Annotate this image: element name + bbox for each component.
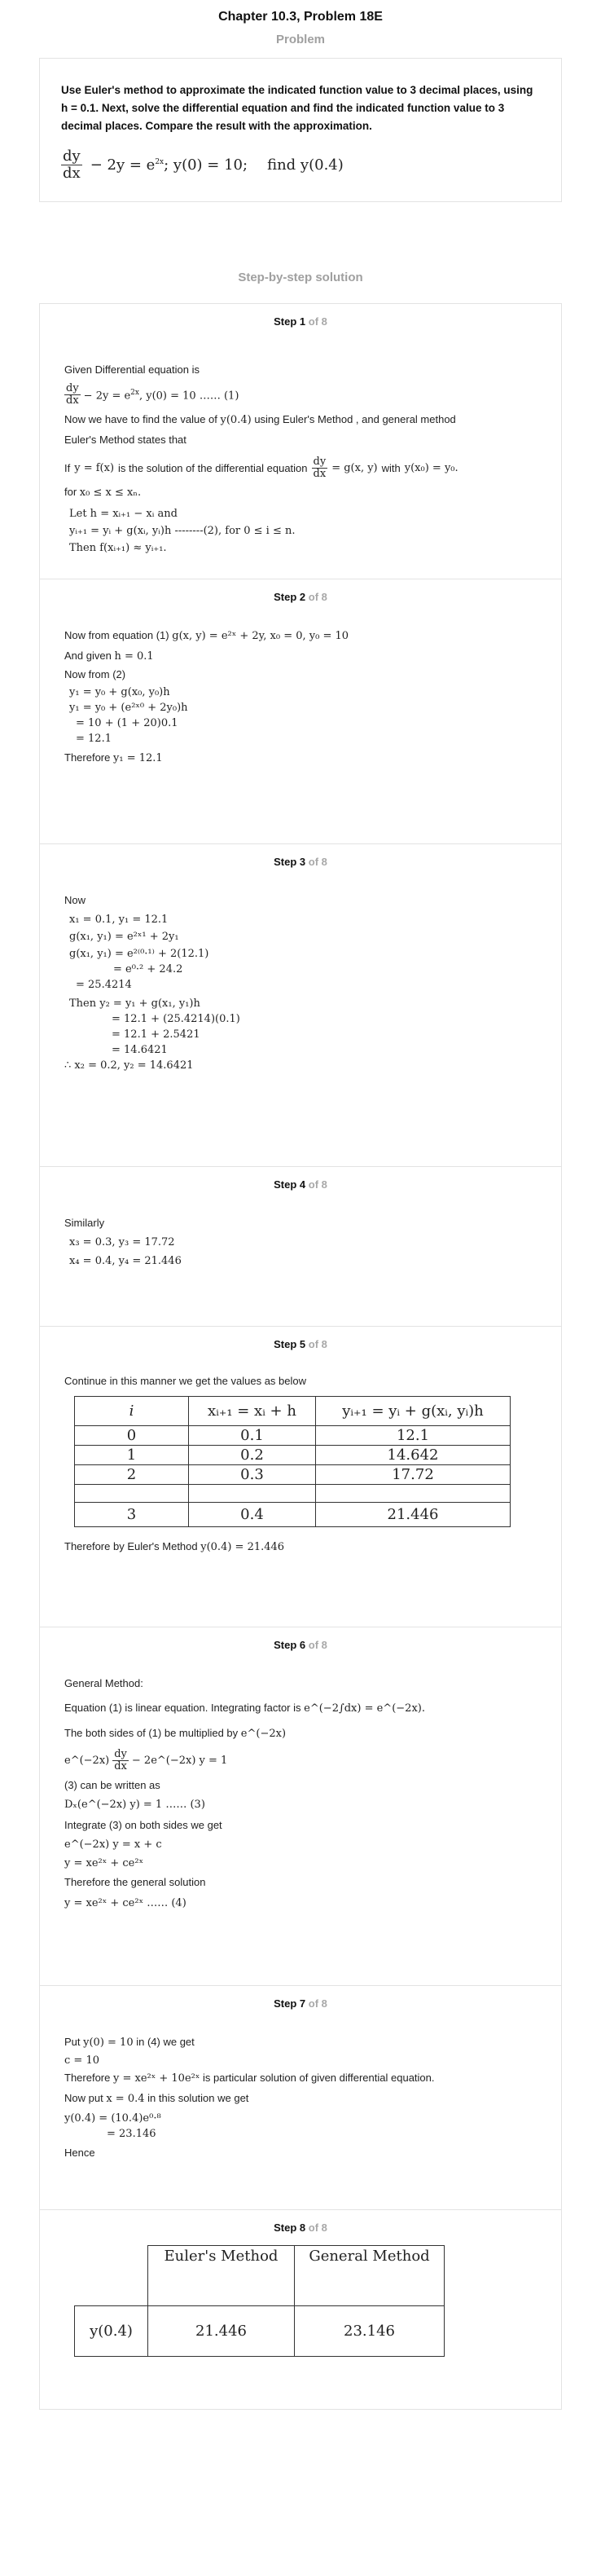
step-header: Step 4 of 8: [274, 1178, 327, 1191]
step-1-equation: $\frac{dy}{dx}$ − $2y = e^{2x}$, y(0) = 10 …… (1): [66, 381, 239, 407]
euler-table: [74, 1396, 511, 1527]
problem-label: Problem: [275, 33, 325, 46]
comparison-table: [74, 2245, 445, 2357]
problem-box: [39, 58, 562, 202]
step-header: Step 5 of 8: [274, 1337, 327, 1350]
table-row: 0 0.1 12.1: [75, 1425, 511, 1445]
step-header: Step 3 of 8: [274, 855, 327, 868]
step-header: Step 8 of 8: [274, 2221, 327, 2234]
step-header: Step 6 of 8: [274, 1638, 327, 1651]
step-7: Step 7 of 8 Put y(0) = 10 in (4) we get c = 10 Therefore y = xe²ˣ + 10e²ˣ is particular solution of given differential equation. Now put x = 0.4 in this solution we get y(0.4) = (10.4)e⁰·⁸ = 23.146 Hence: [40, 1985, 561, 2209]
table-row: [75, 1484, 511, 1502]
table-row: y(0.4) 21.446 23.146: [75, 2305, 445, 2356]
step-header: Step 7 of 8: [274, 1997, 327, 2010]
solution-container: [39, 303, 562, 2410]
solution-label: Step-by-step solution: [238, 270, 363, 284]
table-header: xᵢ₊₁ = xᵢ + h: [189, 1396, 316, 1425]
step-6: Step 6 of 8 General Method: Equation (1) is linear equation. Integrating factor is e^(−2∫dx) = e^(−2x). The both sides of (1) be multiplied by e^(−2x) e^(−2x) $\frac{dy}{dx}$ − 2e^(−2x) y = 1 (3) can be written as Dₓ(e^(−2x) y) = 1 …… (3) Integrate (3) on both sides we get e^(−2x) y = x + c y = xe²ˣ + ce²ˣ Therefore the general solution y = xe²ˣ + ce²ˣ …… (4): [40, 1627, 561, 1985]
table-header: yᵢ₊₁ = yᵢ + g(xᵢ, yᵢ)h: [316, 1396, 511, 1425]
table-header-row: [75, 1396, 511, 1425]
step-5: Step 5 of 8 Continue in this manner we get the values as below i xᵢ₊₁ = xᵢ + h yᵢ₊₁ = yᵢ + g(xᵢ, yᵢ)h 0 0.1 12.1 1 0.2 14.642 2 0.3 17.72 3 0.4 21.446 Therefore by Euler's Method y(0.4) = 21.446: [40, 1326, 561, 1627]
table-row: 3 0.4 21.446: [75, 1502, 511, 1526]
problem-find: find y(0.4): [267, 156, 344, 174]
table-row: 1 0.2 14.642: [75, 1445, 511, 1464]
step-2: Step 2 of 8 Now from equation (1) g(x, y) = e²ˣ + 2y, x₀ = 0, y₀ = 10 And given h = 0.1 Now from (2) y₁ = y₀ + g(x₀, y₀)h y₁ = y₀ + (e²ˣ⁰ + 2y₀)h = 10 + (1 + 20)0.1 = 12.1 Therefore y₁ = 12.1: [40, 579, 561, 843]
problem-equation: $\frac{dy}{dx}$ − $2y = e^{2x}$; y(0) = 10; find y(0.4): [63, 148, 344, 182]
step-header: Step 2 of 8: [274, 590, 327, 603]
step-header: Step 1 of 8: [274, 315, 327, 328]
problem-text: Use Euler's method to approximate the indicated function value to 3 decimal places, using h = 0.1. Next, solve the differential equation and find the indicated function value to 3 decimal places. Compare the result with the approximation.: [61, 84, 533, 132]
table-header: Euler's Method: [148, 2245, 295, 2305]
derivative-fraction: $\frac{dy}{dx}$: [63, 148, 81, 182]
table-header: i: [75, 1396, 189, 1425]
table-row: 2 0.3 17.72: [75, 1464, 511, 1484]
step-8: [40, 2209, 561, 2409]
step-3: Step 3 of 8 Now x₁ = 0.1, y₁ = 12.1 g(x₁, y₁) = e²ˣ¹ + 2y₁ g(x₁, y₁) = e²⁽⁰·¹⁾ + 2(12.1) = e⁰·² + 24.2 = 25.4214 Then y₂ = y₁ + g(x₁, y₁)h = 12.1 + (25.4214)(0.1) = 12.1 + 2.5421 = 14.6421 ∴ x₂ = 0.2, y₂ = 14.6421: [40, 843, 561, 1166]
step-4: Step 4 of 8 Similarly x₃ = 0.3, y₃ = 17.72 x₄ = 0.4, y₄ = 21.446: [40, 1166, 561, 1326]
step-1: Step 1 of 8 Given Differential equation is $\frac{dy}{dx}$ − $2y = e^{2x}$, y(0) = 10 …… (1) Now we have to find the value of y(0.4) using Euler's Method , and general method Euler's Method states that If y = f(x) is the solution of the differential equation $\frac{dy}{dx}$ = g(x, y) with y(x₀) = y₀. for x₀ ≤ x ≤ xₙ. Let h = xᵢ₊₁ − xᵢ and yᵢ₊₁ = yᵢ + g(xᵢ, yᵢ)h --------(2), for 0 ≤ i ≤ n. Then f(xᵢ₊₁) ≈ yᵢ₊₁.: [40, 303, 561, 579]
table-header: General Method: [295, 2245, 445, 2305]
chapter-title: Chapter 10.3, Problem 18E: [218, 10, 383, 24]
